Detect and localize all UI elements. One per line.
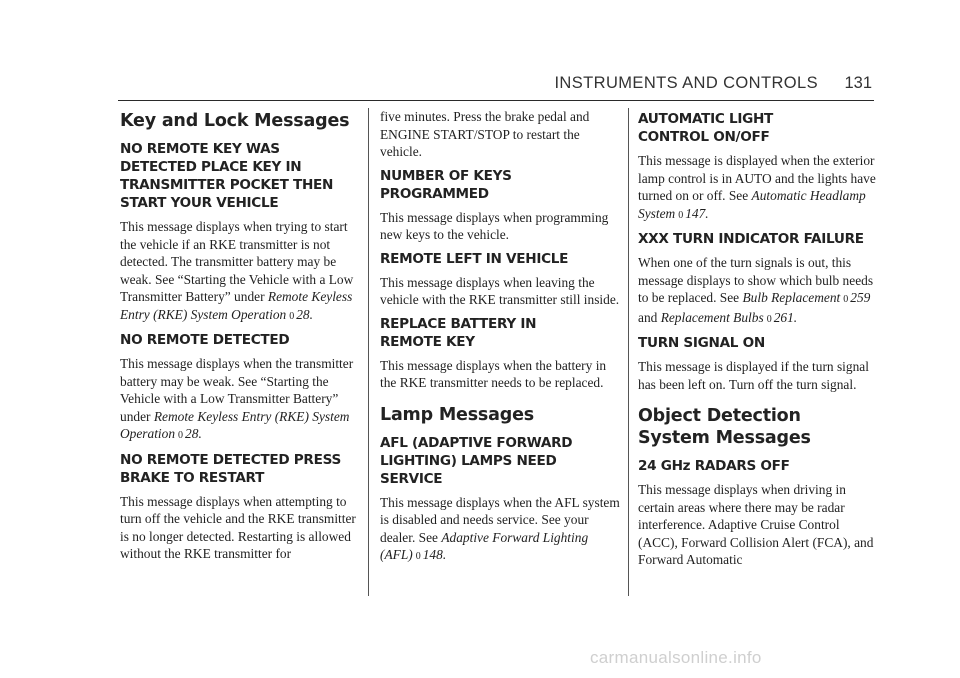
paragraph: five minutes. Press the brake pedal and ENGINE START/STOP to restart the vehicle. bbox=[380, 109, 590, 159]
paragraph: This message displays when the AFL system is disabled and needs service. See your dealer. See Adaptive Forward Lighting (AFL) 0 148. bbox=[380, 494, 620, 562]
watermark: carmanualsonline.info bbox=[590, 648, 762, 667]
cross-reference-link[interactable]: Bulb Replacement bbox=[742, 290, 841, 305]
column-2 bbox=[380, 108, 620, 572]
message-heading: XXX TURN INDICATOR FAILURE bbox=[638, 231, 864, 247]
paragraph: This message displays when attempting to turn off the vehicle and the RKE transmitter is no longer detected. Restarting is allowed without the RKE transmitter for bbox=[120, 493, 356, 561]
cross-reference-link[interactable]: Remote Keyless Entry (RKE) System Operation bbox=[120, 408, 350, 441]
page-header bbox=[118, 70, 874, 101]
message-heading: AUTOMATIC LIGHT CONTROL ON/OFF bbox=[638, 111, 774, 145]
header-title: INSTRUMENTS AND CONTROLS bbox=[554, 74, 818, 92]
page-number: 131 bbox=[844, 74, 872, 92]
paragraph: This message displays when the battery in the RKE transmitter needs to be replaced. bbox=[380, 357, 607, 390]
paragraph: This message is displayed if the turn signal has been left on. Turn off the turn signal. bbox=[638, 359, 869, 392]
message-heading: REMOTE LEFT IN VEHICLE bbox=[380, 250, 569, 267]
message-heading: NUMBER OF KEYS PROGRAMMED bbox=[380, 167, 512, 202]
section-heading: Object Detection System Messages bbox=[638, 406, 811, 448]
page-reference-icon: 0 bbox=[678, 209, 684, 221]
section-heading: Key and Lock Messages bbox=[120, 111, 350, 131]
column-divider bbox=[628, 108, 629, 596]
page-reference[interactable]: 261. bbox=[773, 309, 798, 325]
column-divider bbox=[368, 108, 369, 596]
paragraph: When one of the turn signals is out, this message displays to show which bulb needs to be replaced. See Bulb Replacement 0 259 and Replacement Bulbs 0 261. bbox=[638, 255, 874, 325]
cross-reference-link[interactable]: Adaptive Forward Lighting (AFL) bbox=[380, 529, 589, 562]
page-reference[interactable]: 259 bbox=[850, 290, 871, 305]
message-heading: TURN SIGNAL ON bbox=[638, 335, 765, 351]
paragraph: This message displays when driving in certain areas where there may be radar interference. Adaptive Cruise Control (ACC), Forward Collision Alert (FCA), and Forward Automatic bbox=[638, 482, 874, 567]
page-reference-icon: 0 bbox=[289, 310, 295, 322]
column-3 bbox=[638, 108, 878, 575]
column-1 bbox=[120, 108, 360, 569]
page-reference-icon: 0 bbox=[843, 294, 849, 305]
cross-reference-link[interactable]: Remote Keyless Entry (RKE) System Operation bbox=[120, 289, 353, 322]
message-heading: 24 GHz RADARS OFF bbox=[638, 458, 790, 474]
page-reference[interactable]: 28. bbox=[185, 426, 202, 441]
page-reference[interactable]: 147. bbox=[685, 205, 709, 221]
message-heading: NO REMOTE DETECTED bbox=[120, 332, 290, 348]
message-heading: REPLACE BATTERY IN REMOTE KEY bbox=[380, 315, 537, 350]
cross-reference-link[interactable]: Replacement Bulbs bbox=[660, 309, 764, 325]
section-heading: Lamp Messages bbox=[380, 404, 534, 425]
page-reference-icon: 0 bbox=[178, 430, 184, 441]
paragraph: This message displays when the transmitter battery may be weak. See “Starting the Vehicle with a Low Transmitter Battery” under Remote Keyless Entry (RKE) System Operation 0 28. bbox=[120, 356, 354, 441]
message-heading: NO REMOTE KEY WAS DETECTED PLACE KEY IN TRANSMITTER POCKET THEN START YOUR VEHICLE bbox=[120, 141, 334, 211]
paragraph: This message displays when trying to start the vehicle if an RKE transmitter is not detected. The transmitter battery may be weak. See “Starting the Vehicle with a Low Transmitter Battery” under Remote Keyless Entry (RKE) System Operation 0 28. bbox=[120, 219, 354, 322]
message-heading: AFL (ADAPTIVE FORWARD LIGHTING) LAMPS NEED SERVICE bbox=[380, 434, 573, 487]
paragraph: This message displays when programming new keys to the vehicle. bbox=[380, 209, 609, 242]
page-reference-icon: 0 bbox=[415, 551, 421, 562]
cross-reference-link[interactable]: Automatic Headlamp System bbox=[638, 188, 866, 221]
page-reference-icon: 0 bbox=[766, 313, 772, 325]
message-heading: NO REMOTE DETECTED PRESS BRAKE TO RESTART bbox=[120, 451, 341, 486]
paragraph: This message is displayed when the exterior lamp control is in AUTO and the lights have turned on or off. See Automatic Headlamp System 0 147. bbox=[638, 153, 876, 221]
page-reference[interactable]: 28. bbox=[296, 306, 313, 322]
page-reference[interactable]: 148. bbox=[422, 547, 447, 562]
paragraph: This message displays when leaving the vehicle with the RKE transmitter still inside. bbox=[380, 274, 620, 307]
